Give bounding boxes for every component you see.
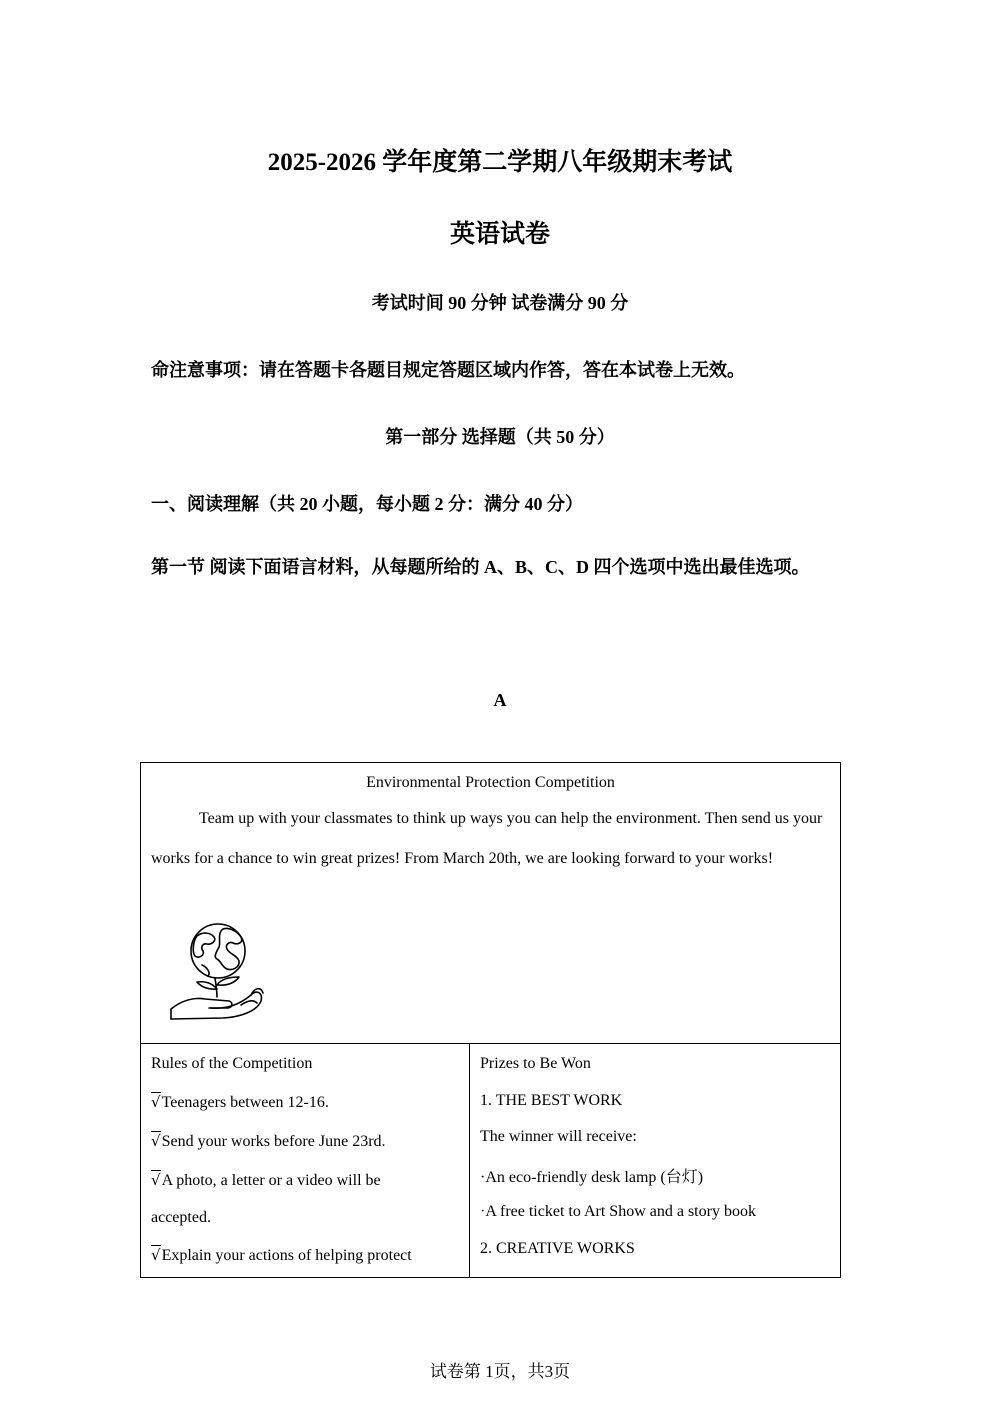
rule-item: √Send your works before June 23rd. (151, 1132, 386, 1150)
rules-heading: Rules of the Competition (151, 1055, 313, 1072)
prize-line: The winner will receive: (480, 1128, 637, 1145)
rule-item: √A photo, a letter or a video will be (151, 1171, 381, 1189)
exam-title: 2025-2026 学年度第二学期八年级期末考试 (267, 149, 733, 176)
rule-item: √Explain your actions of helping protect (151, 1246, 412, 1264)
exam-subject: 英语试卷 (449, 221, 550, 248)
section-one-heading: 一、阅读理解（共 20 小题，每小题 2 分：满分 40 分） (151, 494, 583, 514)
competition-title: Environmental Protection Competition (366, 774, 615, 791)
rule-item: √Teenagers between 12-16. (151, 1093, 329, 1111)
prize-line: 2. CREATIVE WORKS (480, 1240, 635, 1257)
globe-in-hand-icon (167, 921, 271, 1023)
competition-table (140, 762, 841, 1278)
exam-notice: 命注意事项：请在答题卡各题目规定答题区域内作答，答在本试卷上无效。 (151, 360, 745, 380)
exam-info: 考试时间 90 分钟 试卷满分 90 分 (371, 293, 629, 313)
rules-cell (141, 1044, 470, 1277)
prizes-cell (470, 1044, 840, 1277)
page-footer: 试卷第 1页，共3页 (429, 1362, 571, 1381)
check-mark-icon: √ (151, 1246, 161, 1264)
passage-label: A (493, 690, 507, 710)
section-instruction: 第一节 阅读下面语言材料，从每题所给的 A、B、C、D 四个选项中选出最佳选项。 (151, 557, 810, 577)
prize-line: ·An eco-friendly desk lamp (台灯) (480, 1169, 704, 1186)
check-mark-icon: √ (151, 1171, 161, 1189)
rule-item-continuation: accepted. (151, 1209, 211, 1226)
prize-line: ·A free ticket to Art Show and a story book (480, 1203, 756, 1220)
competition-description: Team up with your classmates to think up ways you can help the environment. Then send us your works for a chance to win great prizes! From March 20th, we are looking forward to your works! (151, 810, 823, 867)
prize-line: 1. THE BEST WORK (480, 1092, 623, 1109)
check-mark-icon: √ (151, 1093, 161, 1111)
check-mark-icon: √ (151, 1132, 161, 1150)
prizes-heading: Prizes to Be Won (480, 1055, 591, 1072)
part-one-heading: 第一部分 选择题（共 50 分） (385, 427, 615, 447)
competition-intro-cell (141, 763, 840, 1044)
